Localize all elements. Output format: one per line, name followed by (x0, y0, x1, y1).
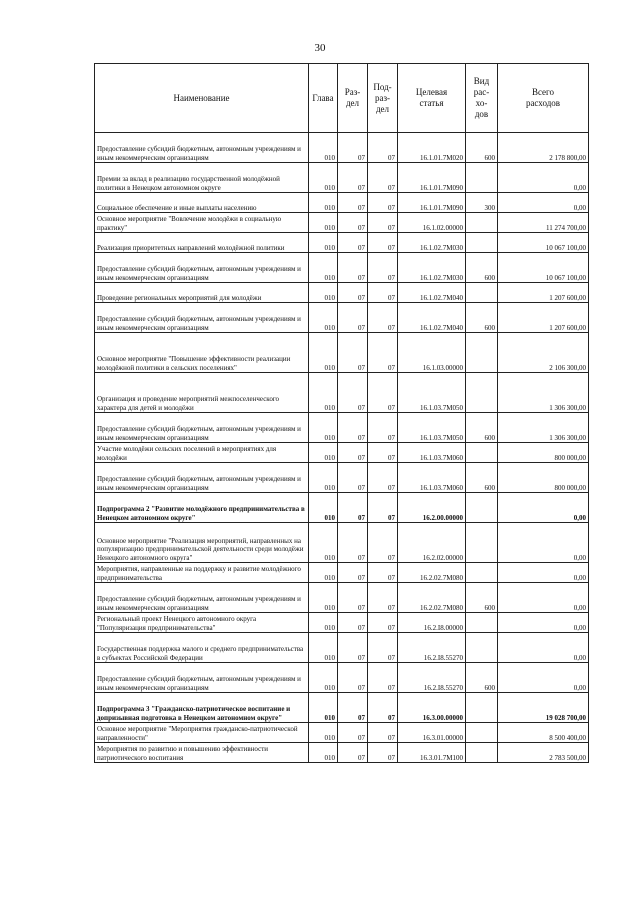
row-section: 07 (338, 693, 368, 723)
row-total: 0,00 (498, 193, 589, 213)
table-row (95, 663, 589, 693)
row-subsection: 07 (368, 493, 398, 523)
row-target: 16.1.03.7М060 (398, 443, 466, 463)
row-target: 16.2.02.7М080 (398, 563, 466, 583)
row-chapter: 010 (309, 163, 338, 193)
row-expense-type: 600 (466, 463, 498, 493)
table-row (95, 583, 589, 613)
row-name: Основное мероприятие "Реализация мероприятий, направленных на популяризацию предпринимательской деятельности среди молодёжи Ненецкого автономного округа" (95, 523, 309, 563)
row-name: Социальное обеспечение и иные выплаты населению (95, 193, 309, 213)
row-section: 07 (338, 373, 368, 413)
row-expense-type: 600 (466, 663, 498, 693)
budget-table (94, 63, 589, 763)
row-subsection: 07 (368, 583, 398, 613)
row-section: 07 (338, 303, 368, 333)
row-chapter: 010 (309, 663, 338, 693)
table-row (95, 283, 589, 303)
row-section: 07 (338, 463, 368, 493)
row-section: 07 (338, 233, 368, 253)
row-target: 16.1.03.00000 (398, 333, 466, 373)
row-subsection: 07 (368, 333, 398, 373)
row-subsection: 07 (368, 283, 398, 303)
row-subsection: 07 (368, 413, 398, 443)
row-total: 800 000,00 (498, 463, 589, 493)
row-subsection: 07 (368, 723, 398, 743)
row-name: Предоставление субсидий бюджетным, автономным учреждениям и иным некоммерческим организациям (95, 303, 309, 333)
row-name: Предоставление субсидий бюджетным, автономным учреждениям и иным некоммерческим организациям (95, 583, 309, 613)
row-name: Подпрограмма 2 "Развитие молодёжного предпринимательства в Ненецком автономном округе" (95, 493, 309, 523)
row-section: 07 (338, 563, 368, 583)
row-name: Государственная поддержка малого и среднего предпринимательства в субъектах Российской Федерации (95, 633, 309, 663)
row-section: 07 (338, 613, 368, 633)
row-subsection: 07 (368, 463, 398, 493)
row-chapter: 010 (309, 583, 338, 613)
row-subsection: 07 (368, 213, 398, 233)
row-subsection: 07 (368, 163, 398, 193)
row-chapter: 010 (309, 563, 338, 583)
row-total: 0,00 (498, 583, 589, 613)
row-target: 16.2.02.7М080 (398, 583, 466, 613)
row-expense-type (466, 633, 498, 663)
row-chapter: 010 (309, 333, 338, 373)
table-row (95, 333, 589, 373)
row-expense-type (466, 723, 498, 743)
row-name: Реализация приоритетных направлений молодёжной политики (95, 233, 309, 253)
row-total: 10 067 100,00 (498, 253, 589, 283)
row-section: 07 (338, 193, 368, 213)
header-subsection-line: раз- (374, 92, 391, 103)
table-row (95, 493, 589, 523)
row-subsection: 07 (368, 743, 398, 763)
header-subsection-line: Под- (373, 81, 392, 92)
row-name: Мероприятия, направленные на поддержку и развитие молодёжного предпринимательства (95, 563, 309, 583)
row-subsection: 07 (368, 523, 398, 563)
row-chapter: 010 (309, 413, 338, 443)
table-row (95, 373, 589, 413)
row-target: 16.1.02.7М030 (398, 253, 466, 283)
header-total (498, 64, 589, 133)
row-total: 1 306 300,00 (498, 413, 589, 443)
row-total: 19 028 700,00 (498, 693, 589, 723)
header-target-line: статья (419, 98, 444, 108)
header-section (338, 64, 368, 133)
page-number: 30 (314, 42, 326, 54)
row-chapter: 010 (309, 253, 338, 283)
row-chapter: 010 (309, 743, 338, 763)
row-total: 0,00 (498, 633, 589, 663)
header-expense-type-line: хо- (475, 98, 488, 108)
row-expense-type (466, 373, 498, 413)
table-row (95, 253, 589, 283)
table-row (95, 743, 589, 763)
row-subsection: 07 (368, 253, 398, 283)
row-chapter: 010 (309, 193, 338, 213)
row-expense-type (466, 563, 498, 583)
row-chapter: 010 (309, 373, 338, 413)
row-subsection: 07 (368, 443, 398, 463)
table-row (95, 723, 589, 743)
row-subsection: 07 (368, 373, 398, 413)
row-target: 16.2.I8.00000 (398, 613, 466, 633)
table-row (95, 413, 589, 443)
row-name: Организация и проведение мероприятий межпоселенческого характера для детей и молодёжи (95, 373, 309, 413)
row-target: 16.3.01.7М100 (398, 743, 466, 763)
row-target: 16.1.02.7М030 (398, 233, 466, 253)
row-subsection: 07 (368, 693, 398, 723)
table-row (95, 193, 589, 213)
row-name: Основное мероприятие "Мероприятия гражданско-патриотической направленности" (95, 723, 309, 743)
row-section: 07 (338, 333, 368, 373)
row-total: 10 067 100,00 (498, 233, 589, 253)
row-name: Премии за вклад в реализацию государственной молодёжной политики в Ненецком автономном округе (95, 163, 309, 193)
table-row (95, 563, 589, 583)
row-subsection: 07 (368, 133, 398, 163)
row-expense-type (466, 693, 498, 723)
row-chapter: 010 (309, 233, 338, 253)
table-row (95, 613, 589, 633)
row-target: 16.1.01.7М090 (398, 163, 466, 193)
row-expense-type: 300 (466, 193, 498, 213)
row-chapter: 010 (309, 463, 338, 493)
row-chapter: 010 (309, 523, 338, 563)
header-expense-type-line: дов (474, 109, 489, 119)
row-subsection: 07 (368, 233, 398, 253)
header-subsection-line: дел (375, 103, 390, 114)
header-total-line: Всего (531, 87, 555, 97)
row-target: 16.1.02.7М040 (398, 303, 466, 333)
row-section: 07 (338, 583, 368, 613)
header-expense-type (466, 64, 498, 133)
row-expense-type (466, 283, 498, 303)
row-chapter: 010 (309, 723, 338, 743)
table-row (95, 133, 589, 163)
header-chapter: Глава (309, 64, 338, 133)
row-subsection: 07 (368, 563, 398, 583)
table-row (95, 463, 589, 493)
row-total: 2 783 500,00 (498, 743, 589, 763)
row-target: 16.1.03.7М050 (398, 413, 466, 443)
row-expense-type (466, 443, 498, 463)
row-total: 0,00 (498, 613, 589, 633)
row-expense-type (466, 333, 498, 373)
row-section: 07 (338, 443, 368, 463)
row-expense-type: 600 (466, 253, 498, 283)
row-section: 07 (338, 493, 368, 523)
row-total: 11 274 700,00 (498, 213, 589, 233)
row-chapter: 010 (309, 133, 338, 163)
table-row (95, 233, 589, 253)
table-row (95, 693, 589, 723)
row-subsection: 07 (368, 303, 398, 333)
row-subsection: 07 (368, 633, 398, 663)
row-section: 07 (338, 743, 368, 763)
row-expense-type: 600 (466, 303, 498, 333)
header-section-line: Раз- (344, 87, 361, 97)
table-row (95, 213, 589, 233)
row-expense-type (466, 523, 498, 563)
row-chapter: 010 (309, 443, 338, 463)
row-target: 16.1.03.7М060 (398, 463, 466, 493)
row-section: 07 (338, 663, 368, 693)
row-total: 0,00 (498, 493, 589, 523)
row-name: Предоставление субсидий бюджетным, автономным учреждениям и иным некоммерческим организациям (95, 253, 309, 283)
table-row (95, 443, 589, 463)
header-subsection (368, 64, 398, 133)
row-expense-type (466, 493, 498, 523)
row-name: Региональный проект Ненецкого автономного округа "Популяризация предпринимательства" (95, 613, 309, 633)
row-total: 2 178 800,00 (498, 133, 589, 163)
header-target-line: Целевая (415, 87, 448, 97)
row-target: 16.1.01.7М090 (398, 193, 466, 213)
row-target: 16.3.01.00000 (398, 723, 466, 743)
table-row (95, 523, 589, 563)
row-total: 1 207 600,00 (498, 303, 589, 333)
row-total: 1 207 600,00 (498, 283, 589, 303)
row-total: 0,00 (498, 663, 589, 693)
row-target: 16.3.00.00000 (398, 693, 466, 723)
row-section: 07 (338, 133, 368, 163)
row-target: 16.2.02.00000 (398, 523, 466, 563)
row-name: Проведение региональных мероприятий для молодёжи (95, 283, 309, 303)
row-section: 07 (338, 413, 368, 443)
row-target: 16.2.I8.55270 (398, 633, 466, 663)
header-total-line: расходов (525, 98, 561, 108)
row-expense-type: 600 (466, 413, 498, 443)
row-target: 16.1.02.7М040 (398, 283, 466, 303)
row-chapter: 010 (309, 693, 338, 723)
row-name: Мероприятия по развитию и повышению эффективности патриотического воспитания (95, 743, 309, 763)
header-name: Наименование (95, 64, 309, 133)
row-name: Основное мероприятие "Вовлечение молодёжи в социальную практику" (95, 213, 309, 233)
row-expense-type: 600 (466, 133, 498, 163)
row-expense-type: 600 (466, 583, 498, 613)
row-name: Участие молодёжи сельских поселений в мероприятиях для молодёжи (95, 443, 309, 463)
row-section: 07 (338, 163, 368, 193)
row-expense-type (466, 233, 498, 253)
row-total: 1 306 300,00 (498, 373, 589, 413)
row-name: Подпрограмма 3 "Гражданско-патриотическое воспитание и допризывная подготовка в Ненецком автономном округе" (95, 693, 309, 723)
row-target: 16.2.00.00000 (398, 493, 466, 523)
row-name: Предоставление субсидий бюджетным, автономным учреждениям и иным некоммерческим организациям (95, 663, 309, 693)
row-subsection: 07 (368, 193, 398, 213)
row-total: 2 106 300,00 (498, 333, 589, 373)
table-row (95, 163, 589, 193)
row-chapter: 010 (309, 283, 338, 303)
table-row (95, 633, 589, 663)
row-expense-type (466, 213, 498, 233)
row-section: 07 (338, 213, 368, 233)
row-subsection: 07 (368, 663, 398, 693)
row-section: 07 (338, 633, 368, 663)
row-name: Предоставление субсидий бюджетным, автономным учреждениям и иным некоммерческим организациям (95, 133, 309, 163)
row-target: 16.1.03.7М050 (398, 373, 466, 413)
header-expense-type-line: Вид (473, 76, 490, 86)
row-total: 0,00 (498, 523, 589, 563)
row-total: 0,00 (498, 563, 589, 583)
row-total: 0,00 (498, 163, 589, 193)
row-chapter: 010 (309, 303, 338, 333)
row-chapter: 010 (309, 633, 338, 663)
row-total: 800 000,00 (498, 443, 589, 463)
row-section: 07 (338, 523, 368, 563)
row-chapter: 010 (309, 613, 338, 633)
row-target: 16.1.01.7М020 (398, 133, 466, 163)
header-target (398, 64, 466, 133)
row-name: Основное мероприятие "Повышение эффективности реализации молодёжной политики в сельских поселениях" (95, 333, 309, 373)
table-row (95, 303, 589, 333)
row-section: 07 (338, 723, 368, 743)
row-name: Предоставление субсидий бюджетным, автономным учреждениям и иным некоммерческим организациям (95, 413, 309, 443)
row-name: Предоставление субсидий бюджетным, автономным учреждениям и иным некоммерческим организациям (95, 463, 309, 493)
row-chapter: 010 (309, 493, 338, 523)
row-expense-type (466, 163, 498, 193)
header-expense-type-line: рас- (473, 87, 490, 97)
row-target: 16.2.I8.55270 (398, 663, 466, 693)
row-total: 8 500 400,00 (498, 723, 589, 743)
table-header-row (95, 64, 589, 133)
header-section-line: дел (345, 98, 360, 108)
row-section: 07 (338, 253, 368, 283)
row-section: 07 (338, 283, 368, 303)
row-chapter: 010 (309, 213, 338, 233)
row-expense-type (466, 613, 498, 633)
row-expense-type (466, 743, 498, 763)
row-subsection: 07 (368, 613, 398, 633)
row-target: 16.1.02.00000 (398, 213, 466, 233)
